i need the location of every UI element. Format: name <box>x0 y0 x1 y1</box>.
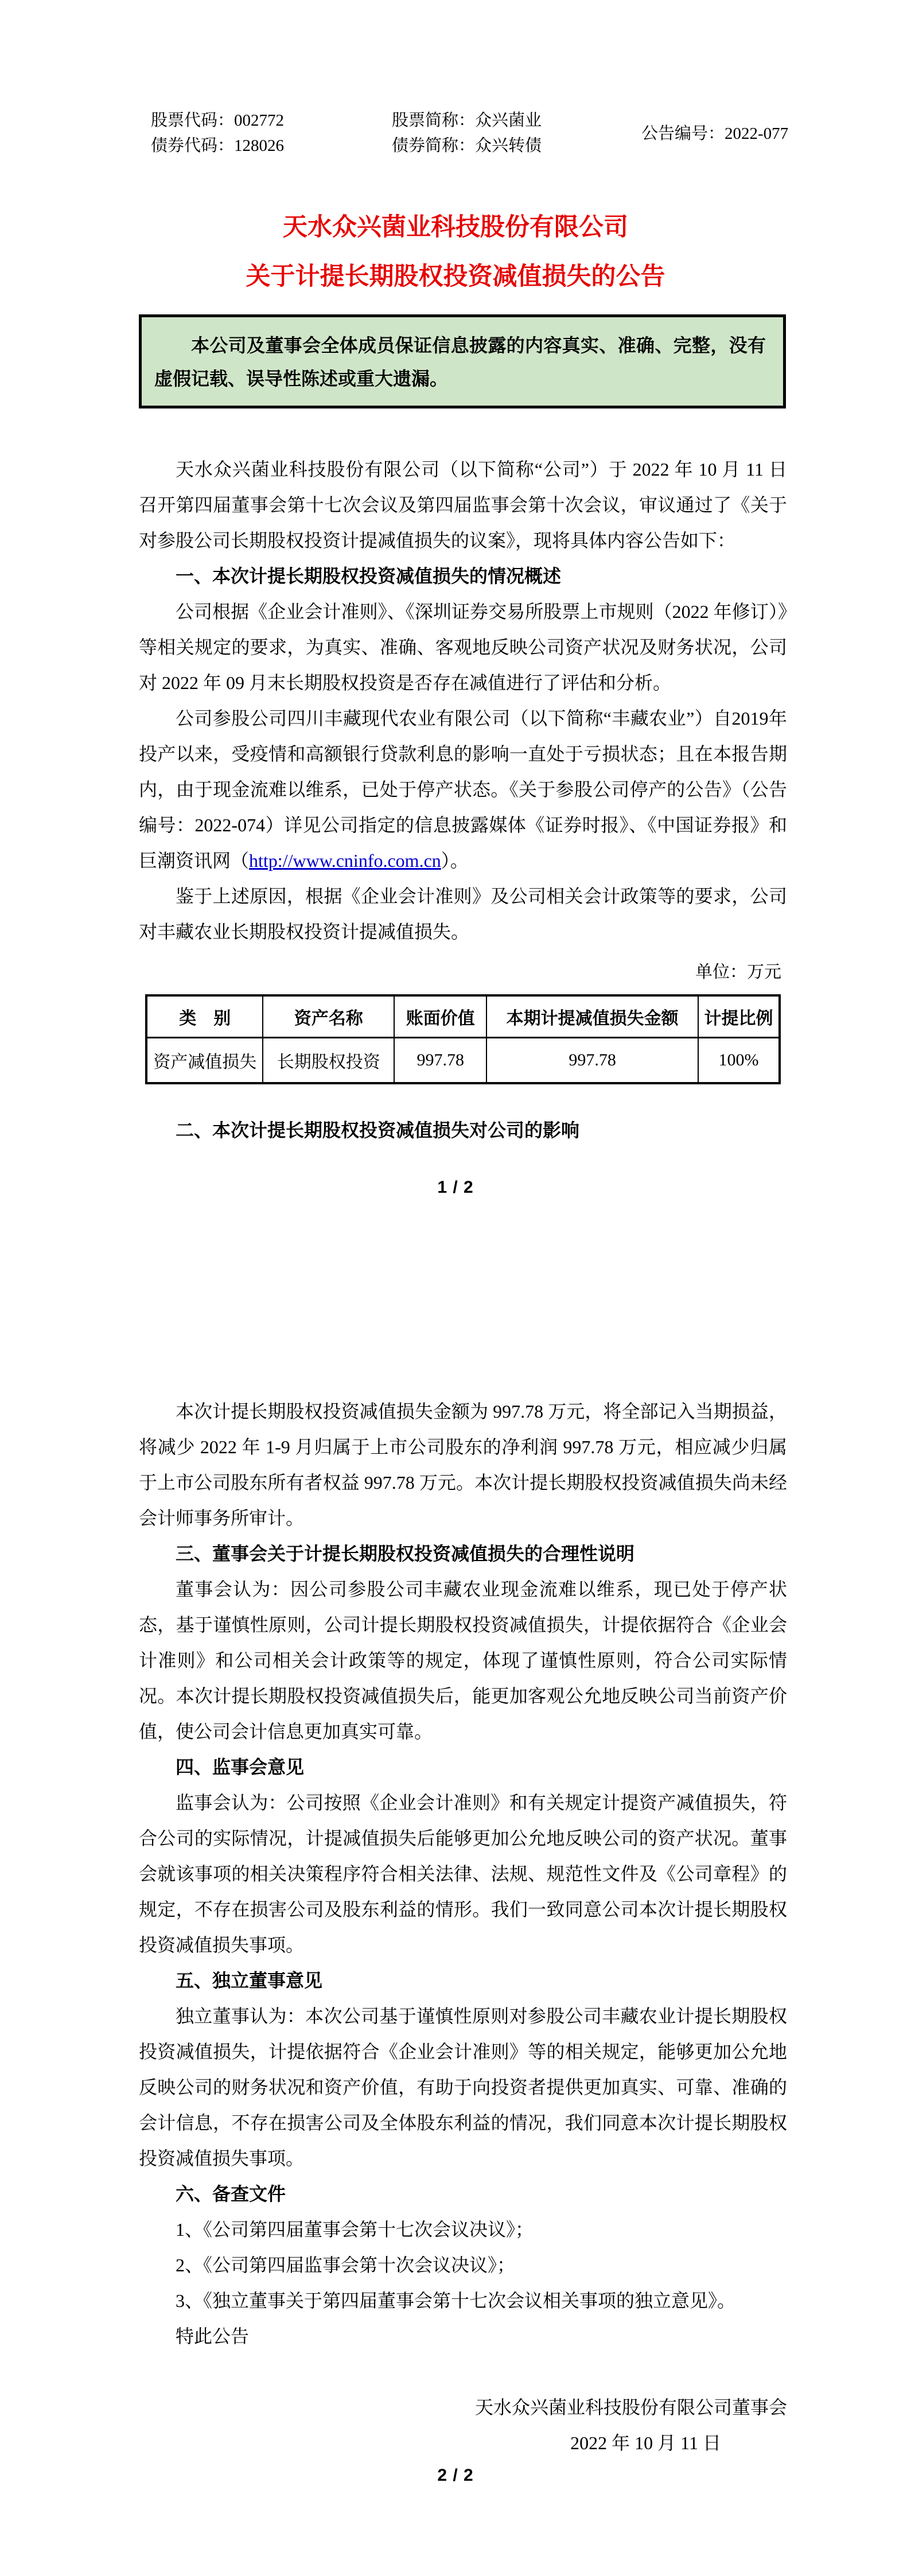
table-header-category: 类 别 <box>146 995 263 1038</box>
table-cell-asset-name: 长期股权投资 <box>263 1038 394 1084</box>
section-6-heading: 六、备查文件 <box>176 2184 286 2204</box>
section-3-heading: 三、董事会关于计提长期股权投资减值损失的合理性说明 <box>176 1543 635 1564</box>
table-cell-impairment-amount: 997.78 <box>486 1038 698 1084</box>
impact-paragraph: 本次计提长期股权投资减值损失金额为 997.78 万元，将全部记入当期损益，将减少 2022 年 1-9 月归属于上市公司股东的净利润 997.78 万元，相应减少归属于上市公司股东所有者权益 997.78 万元。本次计提长期股权投资减值损失尚未经会计师事务所审计。 <box>139 1401 787 1528</box>
paragraph-text: ）。 <box>441 850 469 871</box>
announcement-title: 关于计提长期股权投资减值损失的公告 <box>246 263 665 290</box>
section-1-heading: 一、本次计提长期股权投资减值损失的情况概述 <box>176 566 562 586</box>
table-header-row <box>146 995 780 1038</box>
header-codes-left <box>151 108 284 158</box>
paragraph-text: 公司参股公司四川丰藏现代农业有限公司（以下简称“丰藏农业”）自2019年投产以来，受疫情和高额银行贷款利息的影响一直处于亏损状态；且在本报告期内，由于现金流难以维系，已处于停产状态。《关于参股公司停产的公告》（公告编号：2022-074）详见公司指定的信息披露媒体《证券时报》、《中国证券报》和巨潮资讯网（ <box>139 708 787 871</box>
notice-box <box>139 314 786 408</box>
reference-documents-list <box>139 2212 787 2318</box>
independent-director-opinion-paragraph: 独立董事认为：本次公司基于谨慎性原则对参股公司丰藏农业计提长期股权投资减值损失，计提依据符合《企业会计准则》等的相关规定，能够更加公允地反映公司的财务状况和资产价值，有助于向投资者提供更加真实、可靠、准确的会计信息，不存在损害公司及全体股东利益的情况，我们同意本次计提长期股权投资减值损失事项。 <box>139 2006 787 2169</box>
bond-name: 债券简称：众兴转债 <box>392 137 542 155</box>
intro-paragraph: 天水众兴菌业科技股份有限公司（以下简称“公司”）于 2022 年 10 月 11 日召开第四届董事会第十七次会议及第四届监事会第十次会议，审议通过了《关于对参股公司长期股权投资计提减值损失的议案》，现将具体内容公告如下： <box>139 459 787 551</box>
reference-doc-item-2: 2、《公司第四届监事会第十次会议决议》； <box>176 2255 516 2275</box>
impairment-table <box>145 994 781 1084</box>
stock-code: 股票代码：002772 <box>151 111 285 130</box>
table-header-book-value: 账面价值 <box>394 995 486 1038</box>
table-cell-ratio: 100% <box>698 1038 780 1084</box>
section-2-heading: 二、本次计提长期股权投资减值损失对公司的影响 <box>176 1120 580 1141</box>
reference-doc-item-1: 1、《公司第四届董事会第十七次会议决议》； <box>176 2219 534 2240</box>
closing-statement: 特此公告 <box>176 2326 250 2347</box>
fengzang-status-paragraph <box>139 701 787 878</box>
unit-note: 单位：万元 <box>695 963 781 982</box>
signature-date: 2022 年 10 月 11 日 <box>570 2433 721 2453</box>
supervisory-board-opinion-paragraph: 监事会认为：公司按照《企业会计准则》和有关规定计提资产减值损失，符合公司的实际情况，计提减值损失后能够更加公允地反映公司的资产状况。董事会就该事项的相关决策程序符合相关法律、法规、规范性文件及《公司章程》的规定，不存在损害公司及股东利益的情形。我们一致同意公司本次计提长期股权投资减值损失事项。 <box>139 1792 787 1955</box>
announcement-number: 公告编号：2022-077 <box>641 124 789 143</box>
bond-code: 债券代码：128026 <box>151 137 285 155</box>
table-header-ratio: 计提比例 <box>698 995 780 1038</box>
section-4-heading: 四、监事会意见 <box>176 1757 305 1777</box>
table-row <box>146 1038 780 1084</box>
page-2-number: 2 / 2 <box>437 2466 474 2485</box>
page-1-number: 1 / 2 <box>437 1178 474 1197</box>
reference-doc-item-3: 3、《独立董事关于第四届董事会第十七次会议相关事项的独立意见》。 <box>176 2290 736 2311</box>
table-cell-category: 资产减值损失 <box>146 1038 263 1084</box>
cninfo-link[interactable]: http://www.cninfo.com.cn <box>249 850 441 871</box>
table-header-impairment-amount: 本期计提减值损失金额 <box>486 995 698 1038</box>
table-header-asset-name: 资产名称 <box>263 995 394 1038</box>
stock-name: 股票简称：众兴菌业 <box>392 111 542 130</box>
board-signature: 天水众兴菌业科技股份有限公司董事会 <box>474 2397 787 2418</box>
notice-text: 本公司及董事会全体成员保证信息披露的内容真实、准确、完整，没有虚假记载、误导性陈述或重大遗漏。 <box>154 335 766 389</box>
accounting-basis-paragraph: 公司根据《企业会计准则》、《深圳证券交易所股票上市规则（2022 年修订）》等相关规定的要求，为真实、准确、客观地反映公司资产状况及财务状况，公司对 2022 年 09 月末长期股权投资是否存在减值进行了评估和分析。 <box>139 601 787 693</box>
board-opinion-paragraph: 董事会认为：因公司参股公司丰藏农业现金流难以维系，现已处于停产状态，基于谨慎性原则，公司计提长期股权投资减值损失，计提依据符合《企业会计准则》和公司相关会计政策等的规定，体现了谨慎性原则，符合公司实际情况。本次计提长期股权投资减值损失后，能更加客观公允地反映公司当前资产价值，使公司会计信息更加真实可靠。 <box>139 1579 787 1742</box>
company-title: 天水众兴菌业科技股份有限公司 <box>283 214 628 241</box>
section-5-heading: 五、独立董事意见 <box>176 1970 323 1991</box>
impairment-decision-paragraph: 鉴于上述原因，根据《企业会计准则》及公司相关会计政策等的要求，公司对丰藏农业长期股权投资计提减值损失。 <box>139 886 787 942</box>
table-cell-book-value: 997.78 <box>394 1038 486 1084</box>
impairment-table-wrapper <box>145 994 781 1084</box>
header-names-middle <box>392 108 542 158</box>
